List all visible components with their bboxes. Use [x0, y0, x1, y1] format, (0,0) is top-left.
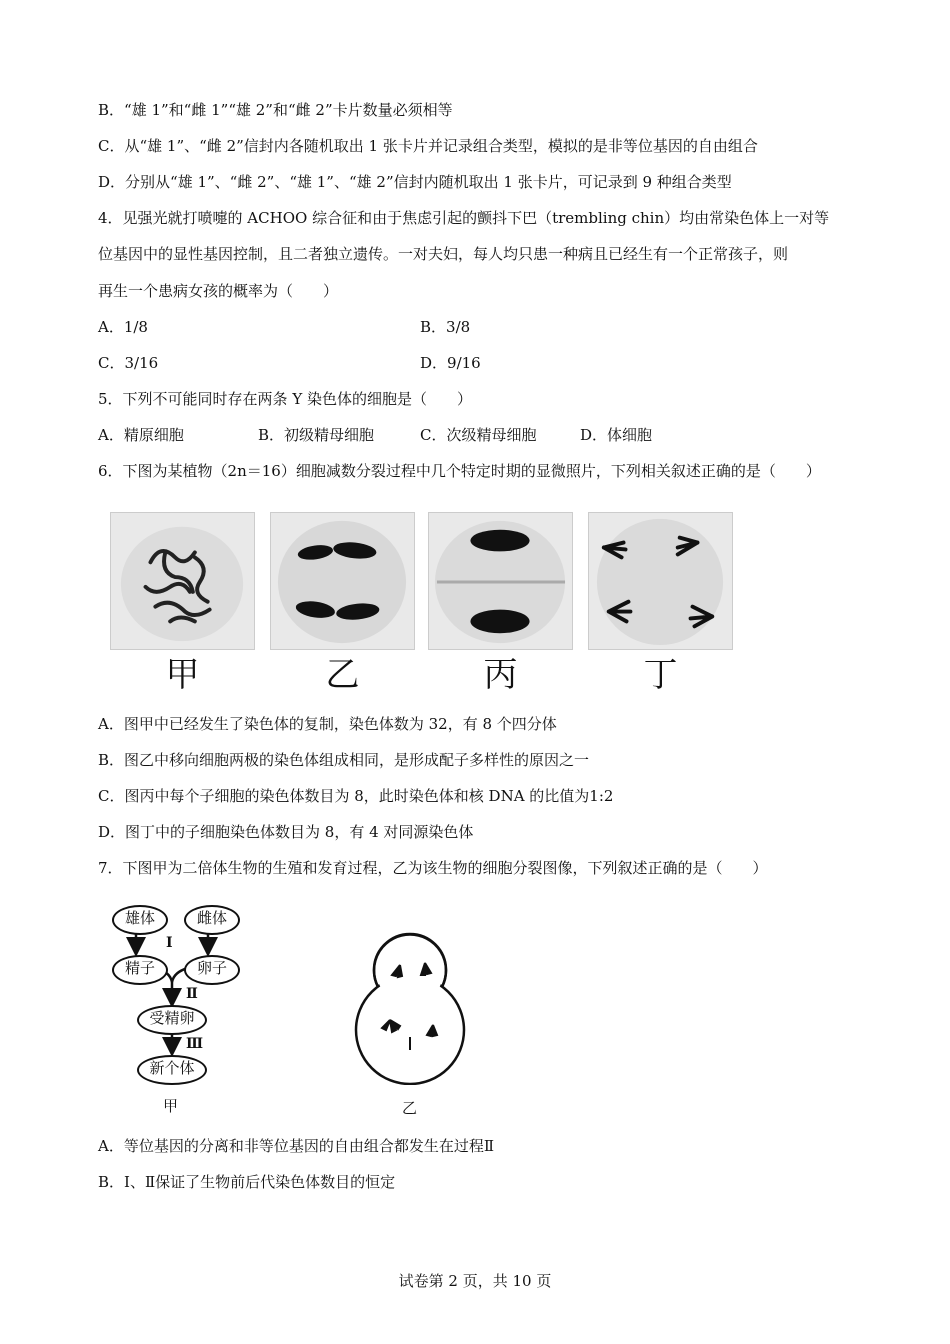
node-zygote: 受精卵 — [137, 1005, 207, 1035]
micrograph-yi — [270, 512, 415, 650]
node-egg: 卵子 — [184, 955, 240, 985]
micrograph-jia — [110, 512, 255, 650]
q7-option-a: A．等位基因的分离和非等位基因的自由组合都发生在过程Ⅱ — [98, 1137, 495, 1155]
process-label-1: Ⅰ — [166, 935, 173, 951]
node-new-individual: 新个体 — [137, 1055, 207, 1085]
q7-stem: 7．下图甲为二倍体生物的生殖和发育过程，乙为该生物的细胞分裂图像，下列叙述正确的是（ ） — [98, 859, 768, 877]
q5-stem: 5．下列不可能同时存在两条 Y 染色体的细胞是（ ） — [98, 390, 472, 408]
q4-option-c: C．3/16 — [98, 354, 159, 372]
process-label-3: Ⅲ — [186, 1036, 204, 1052]
diagram-label-jia: 甲 — [163, 1097, 179, 1115]
diagram-label-yi: 乙 — [402, 1099, 418, 1117]
micrograph-label-yi: 乙 — [325, 655, 360, 695]
micrograph-label-bing: 丙 — [483, 655, 518, 695]
q6-option-d: D．图丁中的子细胞染色体数目为 8，有 4 对同源染色体 — [98, 823, 474, 841]
q5-option-c: C．次级精母细胞 — [420, 426, 537, 444]
q4-option-d: D．9/16 — [420, 354, 481, 372]
q5-option-b: B．初级精母细胞 — [258, 426, 375, 444]
node-male: 雄体 — [112, 905, 168, 935]
q3-option-c: C．从“雄 1”、“雌 2”信封内各随机取出 1 张卡片并记录组合类型，模拟的是非等位基因的自由组合 — [98, 137, 758, 155]
q4-option-b: B．3/8 — [420, 318, 471, 336]
page-footer: 试卷第 2 页，共 10 页 — [398, 1272, 552, 1290]
q6-option-c: C．图丙中每个子细胞的染色体数目为 8，此时染色体和核 DNA 的比值为1:2 — [98, 787, 614, 805]
micrograph-label-ding: 丁 — [643, 655, 678, 695]
micrograph-bing — [428, 512, 573, 650]
q4-stem-line3: 再生一个患病女孩的概率为（ ） — [98, 282, 339, 300]
q5-option-a: A．精原细胞 — [98, 426, 184, 444]
process-label-2: Ⅱ — [186, 986, 198, 1002]
micrograph-ding — [588, 512, 733, 650]
q7-option-b: B．Ⅰ、Ⅱ保证了生物前后代染色体数目的恒定 — [98, 1173, 396, 1191]
q6-option-a: A．图甲中已经发生了染色体的复制，染色体数为 32，有 8 个四分体 — [98, 715, 557, 733]
node-sperm: 精子 — [112, 955, 168, 985]
node-female: 雌体 — [184, 905, 240, 935]
q4-option-a: A．1/8 — [98, 318, 148, 336]
q5-option-d: D．体细胞 — [580, 426, 653, 444]
q3-option-d: D．分别从“雄 1”、“雌 2”、“雄 1”、“雄 2”信封内随机取出 1 张卡片，可记录到 9 种组合类型 — [98, 173, 732, 191]
micrograph-label-jia: 甲 — [165, 655, 200, 695]
q6-stem: 6．下图为某植物（2n＝16）细胞减数分裂过程中几个特定时期的显微照片，下列相关叙述正确的是（ ） — [98, 462, 821, 480]
q4-stem-line2: 位基因中的显性基因控制，且二者独立遗传。一对夫妇，每人均只患一种病且已经生有一个正常孩子，则 — [98, 245, 789, 263]
q6-option-b: B．图乙中移向细胞两极的染色体组成相同，是形成配子多样性的原因之一 — [98, 751, 590, 769]
q3-option-b: B．“雄 1”和“雌 1”“雄 2”和“雌 2”卡片数量必须相等 — [98, 101, 453, 119]
q4-stem-line1: 4．见强光就打喷嚏的 ACHOO 综合征和由于焦虑引起的颤抖下巴（trembling chin）均由常染色体上一对等 — [98, 209, 830, 227]
cell-division-diagram — [345, 925, 475, 1085]
